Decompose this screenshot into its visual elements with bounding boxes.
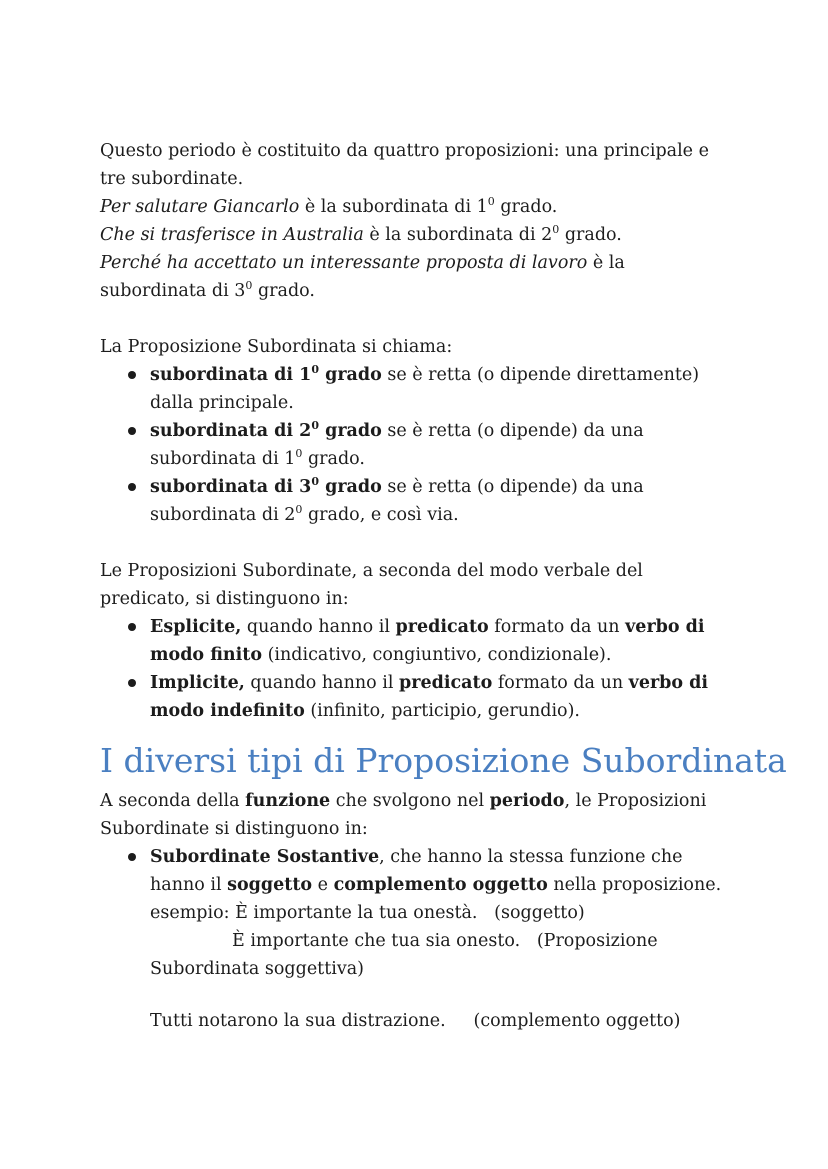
spacer (100, 529, 730, 557)
spacer (100, 983, 730, 1007)
bold-term: periodo (489, 791, 565, 811)
text-run: subordinata di 3 (150, 477, 312, 497)
mood-list (100, 613, 730, 725)
text-run: subordinata di 1 (150, 365, 312, 385)
bullet-icon (128, 853, 136, 861)
text-run: , le Proposizioni Subordinate si distinguono in: (100, 791, 707, 839)
intro-subordinate-2 (100, 221, 730, 249)
text-run: grado, e così via. (302, 505, 459, 525)
bold-term (150, 477, 382, 497)
degree-superscript: 0 (487, 195, 495, 208)
intro-paragraph: Questo periodo è costituito da quattro proposizioni: una principale e tre subordinate. (100, 141, 709, 189)
text-run: è la subordinata di 3 (100, 253, 625, 301)
bold-term (150, 421, 382, 441)
bold-term (150, 365, 382, 385)
text-run: grado. (559, 225, 622, 245)
degree-superscript: 0 (311, 475, 319, 488)
text-run: che svolgono nel (330, 791, 490, 811)
text-run: grado (318, 365, 382, 385)
degree-superscript: 0 (311, 363, 319, 376)
degree-superscript: 0 (295, 447, 303, 460)
text-run: quando hanno il (241, 617, 396, 637)
text-run: grado. (252, 281, 315, 301)
bold-term: complemento oggetto (333, 875, 548, 895)
bold-term: Implicite, (150, 673, 245, 693)
example-line: esempio: È importante la tua onestà. (soggetto) (150, 903, 585, 923)
text-run: e (312, 875, 334, 895)
text-run: è la subordinata di 1 (299, 197, 488, 217)
bold-term: predicato (399, 673, 493, 693)
italic-clause: Per salutare Giancarlo (100, 197, 300, 217)
text-run: quando hanno il (244, 673, 400, 693)
text-run: grado (318, 477, 382, 497)
example-line: Subordinata soggettiva) (150, 959, 364, 979)
bullet-icon (128, 371, 136, 379)
text-run: formato da un (492, 673, 629, 693)
text-run: se è retta (o dipende direttamente) dalla principale. (150, 365, 700, 413)
list-item (100, 843, 730, 899)
bullet-icon (128, 483, 136, 491)
example-line: È importante che tua sia onesto. (Proposizione (232, 931, 658, 951)
text-run: subordinata di 2 (150, 421, 312, 441)
text-run: è la subordinata di 2 (363, 225, 553, 245)
italic-clause: Perché ha accettato un interessante proposta di lavoro (100, 253, 588, 273)
text-run: se è retta (o dipende) da una subordinata di 1 (150, 421, 644, 469)
text-run: grado. (494, 197, 558, 217)
document-content (100, 137, 787, 1035)
spacer (100, 305, 730, 333)
degree-superscript: 0 (311, 419, 319, 432)
section-heading: I diversi tipi di Proposizione Subordinata (100, 741, 787, 780)
text-run: nella proposizione. (547, 875, 722, 895)
list-item (100, 361, 730, 417)
intro-subordinate-3 (100, 249, 730, 305)
section3-lead (100, 787, 730, 843)
text-run: formato da un (488, 617, 626, 637)
bold-term: Subordinate Sostantive (150, 847, 380, 867)
bullet-icon (128, 427, 136, 435)
bullet-icon (128, 623, 136, 631)
section1-lead: La Proposizione Subordinata si chiama: (100, 337, 453, 357)
degree-superscript: 0 (295, 503, 303, 516)
list-item (100, 473, 730, 529)
list-item (100, 417, 730, 473)
list-item (100, 613, 730, 669)
degree-superscript: 0 (245, 279, 253, 292)
types-list (100, 843, 730, 899)
list-item (100, 669, 730, 725)
bold-term: verbo di modo finito (150, 617, 705, 665)
degree-superscript: 0 (552, 223, 560, 236)
example-line: Tutti notarono la sua distrazione. (complemento oggetto) (150, 1011, 681, 1031)
bullet-icon (128, 679, 136, 687)
bold-term: verbo di modo indefinito (150, 673, 709, 721)
section2-lead: Le Proposizioni Subordinate, a seconda del modo verbale del predicato, si distinguono in: (100, 561, 643, 609)
text-run: (indicativo, congiuntivo, condizionale). (262, 645, 612, 665)
degree-list (100, 361, 730, 529)
bold-term: predicato (395, 617, 489, 637)
italic-clause: Che si trasferisce in Australia (100, 225, 364, 245)
text-run: grado (318, 421, 382, 441)
text-run: (infinito, participio, gerundio). (304, 701, 580, 721)
text-run: grado. (302, 449, 365, 469)
bold-term: Esplicite, (150, 617, 242, 637)
text-run: A seconda della (100, 791, 246, 811)
bold-term: soggetto (227, 875, 313, 895)
intro-subordinate-1 (100, 193, 730, 221)
text-run: se è retta (o dipende) da una subordinata di 2 (150, 477, 644, 525)
bold-term: funzione (245, 791, 331, 811)
text-run: , che hanno la stessa funzione che hanno il (150, 847, 683, 895)
